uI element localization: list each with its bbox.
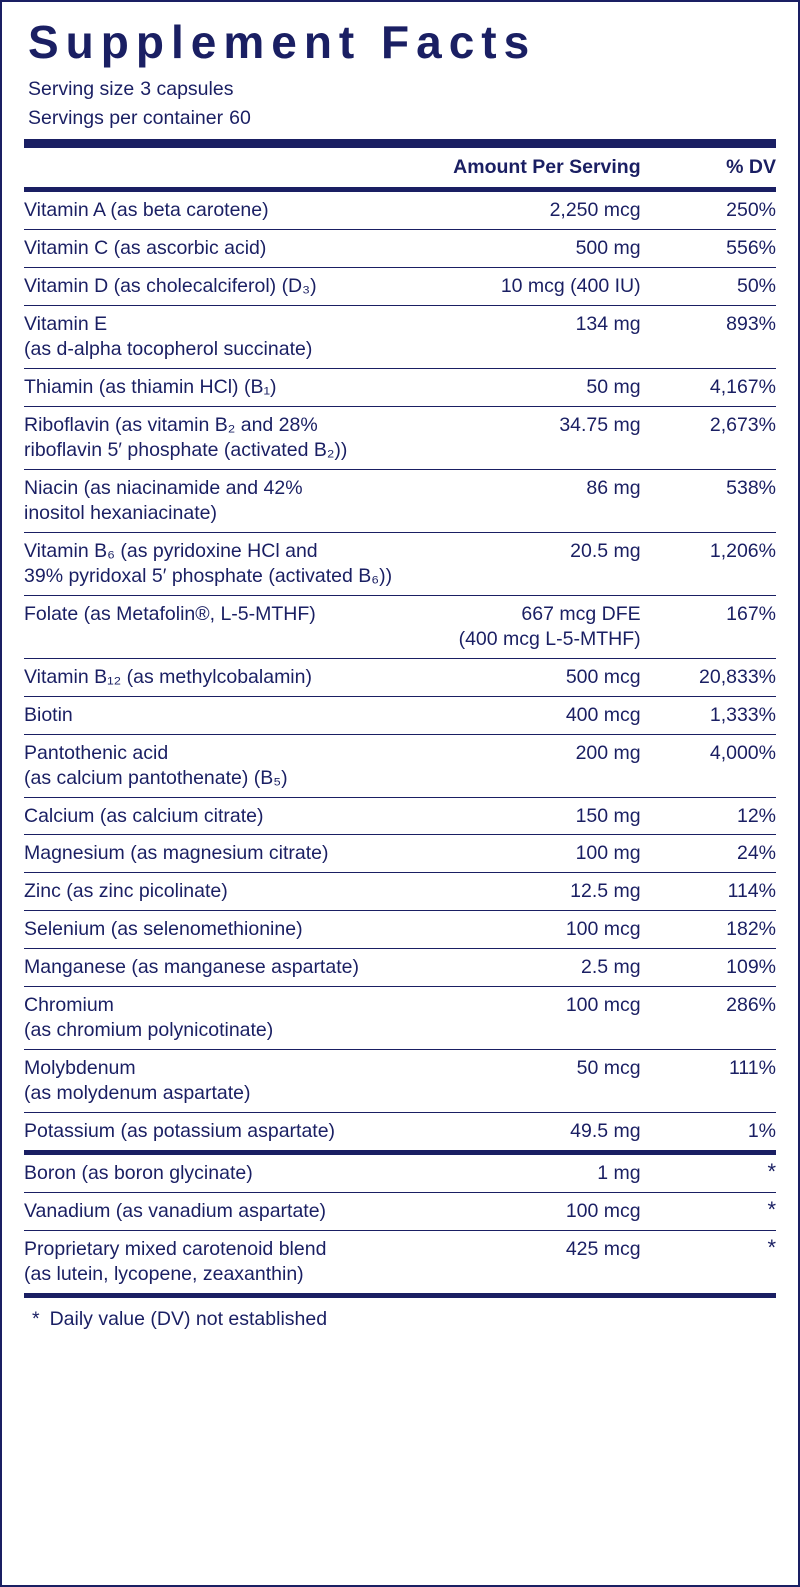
nutrient-daily-value: 538% — [641, 470, 776, 533]
nutrient-daily-value: 182% — [641, 911, 776, 949]
nutrient-daily-value: 4,000% — [641, 734, 776, 797]
table-row — [24, 230, 776, 268]
nutrient-daily-value: * — [767, 1159, 776, 1185]
table-row — [24, 407, 776, 470]
table-row — [24, 1230, 776, 1292]
nutrient-name: Vitamin D (as cholecalciferol) (D₃) — [24, 268, 415, 306]
nutrient-name: Calcium (as calcium citrate) — [24, 797, 415, 835]
table-row — [24, 835, 776, 873]
nutrient-daily-value: 250% — [726, 199, 776, 222]
nutrient-amount: 200 mg — [415, 734, 641, 797]
table-row — [24, 595, 776, 658]
serving-size-line — [28, 75, 776, 103]
table-row — [24, 1050, 776, 1113]
nutrient-name: Magnesium (as magnesium citrate) — [24, 835, 415, 873]
nutrient-daily-value: * — [641, 1193, 776, 1231]
nutrient-amount: 49.5 mg — [415, 1113, 641, 1150]
footnote-text: Daily value (DV) not established — [49, 1307, 328, 1330]
nutrient-name: Thiamin (as thiamin HCl) (B₁) — [24, 369, 415, 407]
nutrient-daily-value: 109% — [641, 949, 776, 987]
nutrient-name: Folate (as Metafolin®, L-5-MTHF) — [24, 595, 415, 658]
nutrient-amount: 150 mg — [415, 797, 641, 835]
nutrient-daily-value: 111% — [641, 1050, 776, 1113]
table-row — [24, 873, 776, 911]
nutrient-amount: 50 mg — [415, 369, 641, 407]
page-title: Supplement Facts — [28, 16, 537, 68]
nutrient-name: Molybdenum (as molydenum aspartate) — [24, 1050, 415, 1113]
nutrient-daily-value: 4,167% — [641, 369, 776, 407]
nutrient-amount: 2.5 mg — [415, 949, 641, 987]
nutrient-daily-value: 1,333% — [641, 696, 776, 734]
table-row — [24, 949, 776, 987]
nutrient-name: Vitamin B₆ (as pyridoxine HCl and 39% pyridoxal 5′ phosphate (activated B₆)) — [24, 532, 415, 595]
column-header-dv: % DV — [726, 156, 776, 179]
serving-size-label: Serving size — [28, 77, 135, 100]
servings-per-container-label: Servings per container — [28, 107, 224, 130]
nutrient-amount: 86 mg — [415, 470, 641, 533]
footnote — [24, 1298, 776, 1332]
nutrient-daily-value: 167% — [641, 595, 776, 658]
nutrient-amount: 12.5 mg — [415, 873, 641, 911]
nutrient-amount: 2,250 mcg — [549, 199, 641, 222]
facts-table — [24, 148, 776, 187]
nutrient-name: Pantothenic acid (as calcium pantothenate) (B₅) — [24, 734, 415, 797]
nutrient-amount: 10 mcg (400 IU) — [415, 268, 641, 306]
nutrient-name: Chromium (as chromium polynicotinate) — [24, 987, 415, 1050]
table-row — [24, 306, 776, 369]
nutrient-amount: 500 mcg — [415, 658, 641, 696]
servings-per-container-line — [28, 104, 776, 132]
nutrient-name: Vitamin C (as ascorbic acid) — [24, 230, 415, 268]
table-row — [24, 192, 776, 229]
nutrient-daily-value: 24% — [641, 835, 776, 873]
nutrient-amount: 1 mg — [597, 1162, 641, 1185]
nutrient-daily-value: 556% — [641, 230, 776, 268]
nutrient-name: Biotin — [24, 696, 415, 734]
nutrient-daily-value: 1,206% — [641, 532, 776, 595]
nutrient-daily-value: 50% — [641, 268, 776, 306]
nutrient-name: Riboflavin (as vitamin B₂ and 28% riboflavin 5′ phosphate (activated B₂)) — [24, 407, 415, 470]
column-header-nutrient — [24, 148, 415, 187]
nutrient-amount: 100 mcg — [415, 987, 641, 1050]
nutrient-daily-value: 20,833% — [641, 658, 776, 696]
nutrient-daily-value: * — [641, 1230, 776, 1292]
table-row — [24, 658, 776, 696]
footnote-star: * — [32, 1307, 40, 1330]
nutrient-daily-value: 114% — [641, 873, 776, 911]
table-row — [24, 797, 776, 835]
nutrient-name: Vitamin E (as d-alpha tocopherol succinate) — [24, 306, 415, 369]
table-row — [24, 532, 776, 595]
table-row — [24, 987, 776, 1050]
nutrient-table — [24, 192, 776, 1150]
nutrient-daily-value: 1% — [641, 1113, 776, 1150]
table-row — [24, 470, 776, 533]
nutrient-amount: 100 mcg — [415, 1193, 641, 1231]
table-row — [24, 1193, 776, 1231]
table-row — [24, 734, 776, 797]
nutrient-table-starred — [24, 1155, 776, 1293]
serving-size-value: 3 capsules — [140, 77, 234, 100]
nutrient-daily-value: 2,673% — [641, 407, 776, 470]
nutrient-name: Boron (as boron glycinate) — [24, 1162, 253, 1185]
nutrient-name: Potassium (as potassium aspartate) — [24, 1113, 415, 1150]
nutrient-name: Selenium (as selenomethionine) — [24, 911, 415, 949]
table-row — [24, 1113, 776, 1150]
nutrient-amount: 400 mcg — [415, 696, 641, 734]
nutrient-amount: 50 mcg — [415, 1050, 641, 1113]
nutrient-daily-value: 893% — [641, 306, 776, 369]
table-row — [24, 911, 776, 949]
servings-per-container-value: 60 — [229, 107, 251, 130]
table-row — [24, 268, 776, 306]
table-header-row — [24, 148, 776, 187]
nutrient-amount: 134 mg — [415, 306, 641, 369]
table-row — [24, 696, 776, 734]
nutrient-name: Vanadium (as vanadium aspartate) — [24, 1193, 415, 1231]
nutrient-amount: 100 mg — [415, 835, 641, 873]
nutrient-name: Proprietary mixed carotenoid blend (as lutein, lycopene, zeaxanthin) — [24, 1230, 415, 1292]
nutrient-amount: 425 mcg — [415, 1230, 641, 1292]
nutrient-amount: 100 mcg — [415, 911, 641, 949]
nutrient-amount: 667 mcg DFE (400 mcg L-5-MTHF) — [415, 595, 641, 658]
nutrient-amount: 34.75 mg — [415, 407, 641, 470]
divider-top-thick — [24, 139, 776, 148]
nutrient-daily-value: 286% — [641, 987, 776, 1050]
nutrient-amount: 500 mg — [415, 230, 641, 268]
nutrient-name: Vitamin A (as beta carotene) — [24, 199, 269, 222]
nutrient-daily-value: 12% — [641, 797, 776, 835]
table-row — [24, 1155, 776, 1192]
nutrient-name: Vitamin B₁₂ (as methylcobalamin) — [24, 658, 415, 696]
nutrient-name: Zinc (as zinc picolinate) — [24, 873, 415, 911]
table-row — [24, 369, 776, 407]
nutrient-name: Niacin (as niacinamide and 42% inositol hexaniacinate) — [24, 470, 415, 533]
nutrient-name: Manganese (as manganese aspartate) — [24, 949, 415, 987]
column-header-amount: Amount Per Serving — [453, 156, 641, 179]
nutrient-amount: 20.5 mg — [415, 532, 641, 595]
